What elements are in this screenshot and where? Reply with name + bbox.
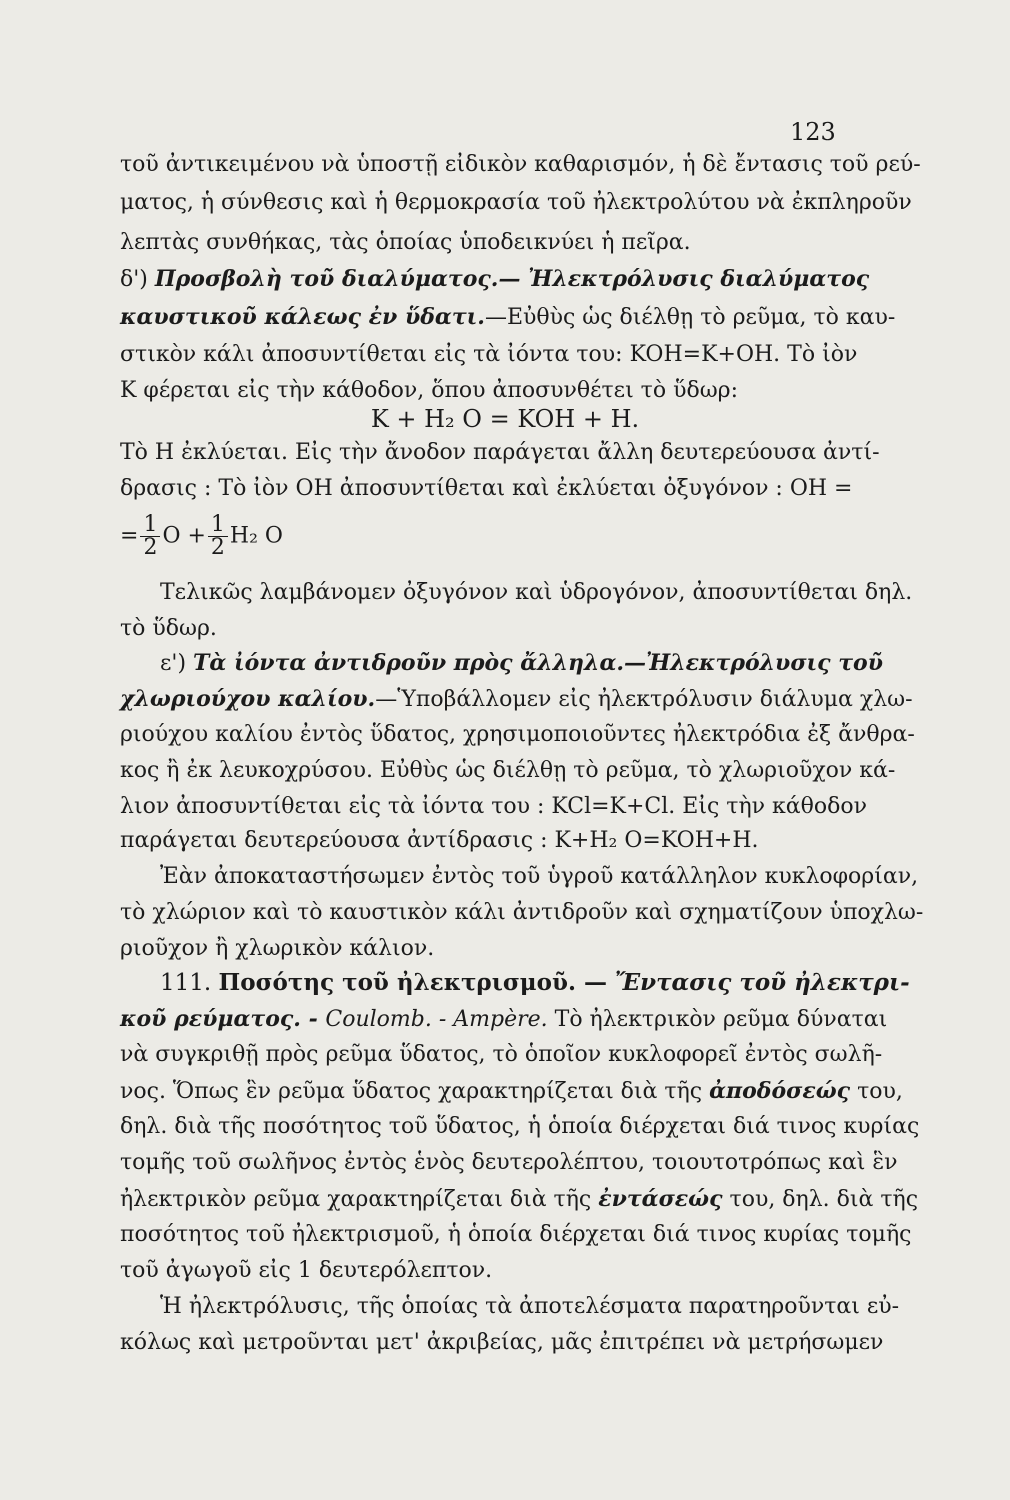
text-line: ποσότητος τοῦ ἠλεκτρισμοῦ, ἡ ὁποία διέρχεται διά τινος κυρίας τομῆς — [120, 1222, 912, 1247]
text-line: λιον ἀποσυντίθεται εἰς τὰ ἰόντα του : KCl=K+Cl. Εἰς τὴν κάθοδον — [120, 794, 867, 819]
text-line: ματος, ἡ σύνθεσις καὶ ἡ θερμοκρασία τοῦ ἠλεκτρολύτου νὰ ἐκπληροῦν — [120, 190, 912, 215]
text-line: ριοῦχον ἢ χλωρικὸν κάλιον. — [120, 936, 435, 961]
section-heading-epsilon: ε') Τὰ ἰόντα ἀντιδροῦν πρὸς ἄλληλα.—Ἠλεκτρόλυσις τοῦ — [160, 650, 883, 676]
text-line: νος. Ὅπως ἓν ρεῦμα ὕδατος χαρακτηρίζεται διὰ τῆς ἀποδόσεώς του, — [120, 1078, 903, 1104]
text-line: χλωριούχου καλίου.—Ὑποβάλλομεν εἰς ἠλεκτρόλυσιν διάλυμα χλω- — [120, 686, 913, 712]
fraction: $\frac{1}{2}$ — [140, 514, 160, 559]
text-line: τοῦ ἀγωγοῦ εἰς 1 δευτερόλεπτον. — [120, 1258, 493, 1283]
text-line: δρασις : Τὸ ἰὸν OH ἀποσυντίθεται καὶ ἐκλύεται ὀξυγόνον : OH = — [120, 476, 853, 501]
text-line: κόλως καὶ μετροῦνται μετ' ἀκριβείας, μᾶς ἐπιτρέπει νὰ μετρήσωμεν — [120, 1330, 884, 1355]
fraction: $\frac{1}{2}$ — [208, 514, 228, 559]
section-heading-111: 111. Ποσότης τοῦ ἠλεκτρισμοῦ. — Ἔντασις τοῦ ἠλεκτρι- — [160, 969, 910, 996]
text-line: Τελικῶς λαμβάνομεν ὀξυγόνον καὶ ὑδρογόνον, ἀποσυντίθεται δηλ. — [160, 580, 913, 605]
text-line: K φέρεται εἰς τὴν κάθοδον, ὅπου ἀποσυνθέτει τὸ ὕδωρ: — [120, 378, 738, 403]
text-line: παράγεται δευτερεύουσα ἀντίδρασις : K+H₂ O=KOH+H. — [120, 828, 759, 853]
text-line: τὸ χλώριον καὶ τὸ καυστικὸν κάλι ἀντιδροῦν καὶ σχηματίζουν ὑποχλω- — [120, 900, 924, 925]
text-line: στικὸν κάλι ἀποσυντίθεται εἰς τὰ ἰόντα του: KOH=K+OH. Τὸ ἰὸν — [120, 342, 858, 367]
text-line: λεπτὰς συνθήκας, τὰς ὁποίας ὑποδεικνύει ἡ πεῖρα. — [120, 230, 691, 255]
text-line: Τὸ H ἐκλύεται. Εἰς τὴν ἄνοδον παράγεται ἄλλη δευτερεύουσα ἀντί- — [120, 440, 880, 465]
equation-k-water: K + H₂ O = KOH + H. — [370, 405, 640, 433]
text-line: ἠλεκτρικὸν ρεῦμα χαρακτηρίζεται διὰ τῆς ἐντάσεώς του, δηλ. διὰ τῆς — [120, 1186, 919, 1212]
page-number: 123 — [790, 118, 836, 146]
text-line: τομῆς τοῦ σωλῆνος ἐντὸς ἑνὸς δευτερολέπτου, τοιουτοτρόπως καὶ ἓν — [120, 1150, 898, 1175]
text-line: τὸ ὕδωρ. — [120, 616, 217, 641]
text-line: δηλ. διὰ τῆς ποσότητος τοῦ ὕδατος, ἡ ὁποία διέρχεται διά τινος κυρίας — [120, 1114, 920, 1139]
text-line: ριούχου καλίου ἐντὸς ὕδατος, χρησιμοποιοῦντες ἠλεκτρόδια ἐξ ἄνθρα- — [120, 722, 915, 747]
text-line: Ἐὰν ἀποκαταστήσωμεν ἐντὸς τοῦ ὑγροῦ κατάλληλον κυκλοφορίαν, — [160, 864, 919, 889]
equation-oh-fraction: = $\frac{1}{2}$ O + $\frac{1}{2}$ H₂ O — [120, 512, 283, 560]
text-line: κοῦ ρεύματος. - Coulomb. - Ampère. Τὸ ἠλεκτρικὸν ρεῦμα δύναται — [120, 1006, 888, 1032]
text-line: νὰ συγκριθῇ πρὸς ρεῦμα ὕδατος, τὸ ὁποῖον κυκλοφορεῖ ἐντὸς σωλῆ- — [120, 1042, 883, 1067]
text-line: Ἡ ἠλεκτρόλυσις, τῆς ὁποίας τὰ ἀποτελέσματα παρατηροῦνται εὐ- — [160, 1294, 900, 1319]
text-line: κος ἢ ἐκ λευκοχρύσου. Εὐθὺς ὡς διέλθῃ τὸ ρεῦμα, τὸ χλωριοῦχον κά- — [120, 758, 896, 783]
section-heading-delta: δ') Προσβολὴ τοῦ διαλύματος.— Ἠλεκτρόλυσις διαλύματος — [120, 266, 870, 292]
text-line: τοῦ ἀντικειμένου νὰ ὑποστῇ εἰδικὸν καθαρισμόν, ἡ δὲ ἔντασις τοῦ ρεύ- — [120, 152, 921, 177]
text-line: καυστικοῦ κάλεως ἐν ὕδατι.—Εὐθὺς ὡς διέλθῃ τὸ ρεῦμα, τὸ καυ- — [120, 304, 896, 330]
